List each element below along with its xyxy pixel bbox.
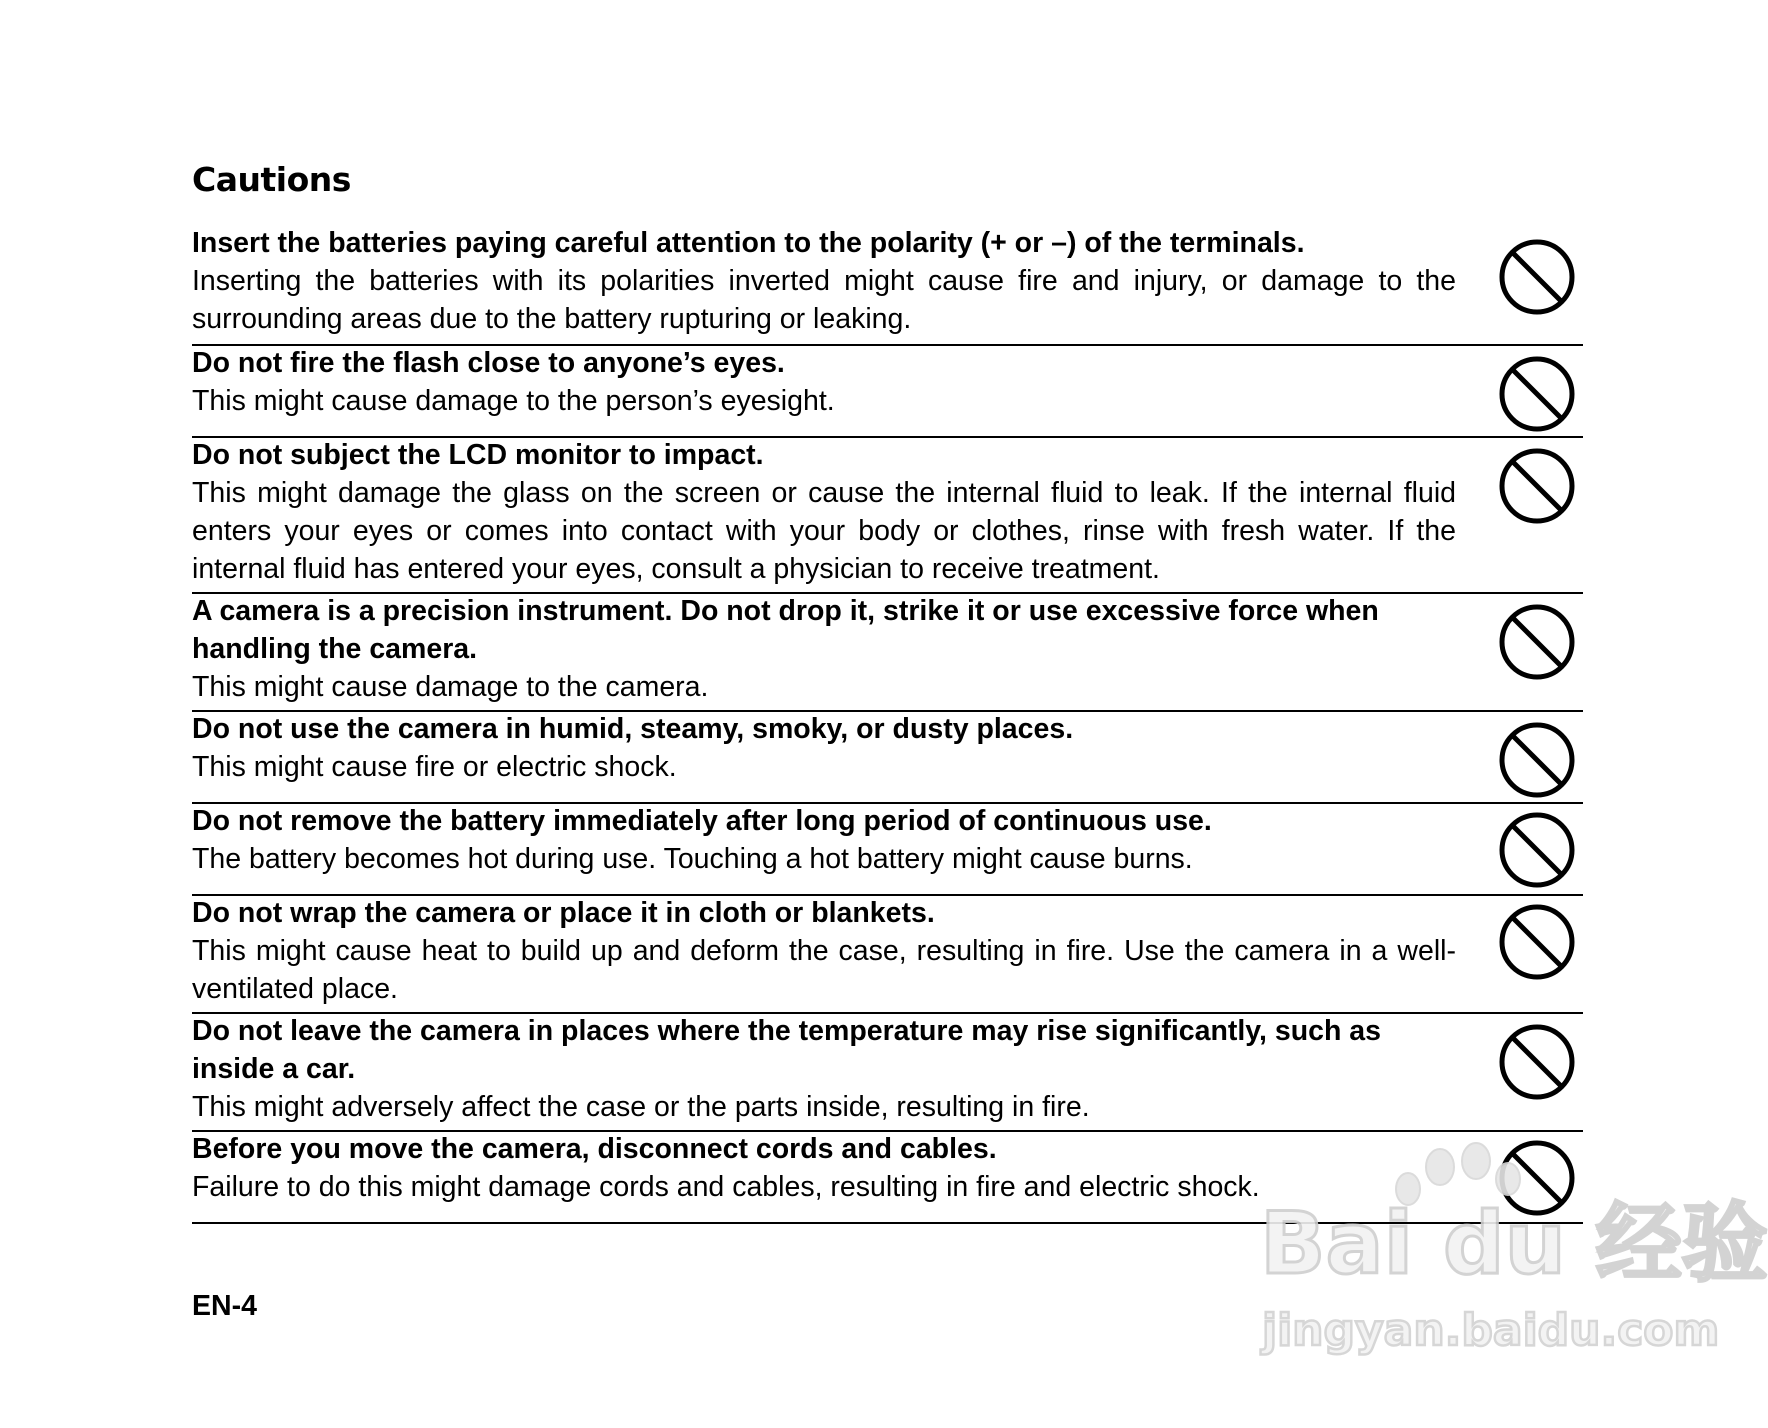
caution-body: This might damage the glass on the screen or cause the internal fluid to leak. If the internal fluid enters your eyes or comes into contact with your body or clothes, rinse with fresh water. If the internal fluid has entered your eyes, consult a physician to receive treatment. <box>192 477 1456 585</box>
caution-text <box>192 710 1456 786</box>
page-title: Cautions <box>192 160 351 199</box>
caution-text <box>192 1012 1456 1126</box>
prohibition-icon <box>1499 812 1575 888</box>
prohibition-icon <box>1499 904 1575 980</box>
caution-body: Inserting the batteries with its polarities inverted might cause fire and injury, or damage to the surrounding areas due to the battery rupturing or leaking. <box>192 265 1456 335</box>
caution-body: This might cause fire or electric shock. <box>192 751 677 783</box>
caution-heading: Do not wrap the camera or place it in cloth or blankets. <box>192 897 935 929</box>
caution-item <box>192 436 1583 594</box>
caution-item <box>192 802 1583 896</box>
caution-heading: Do not subject the LCD monitor to impact. <box>192 439 764 471</box>
caution-item <box>192 344 1583 438</box>
watermark-url: jingyan.baidu.com <box>1262 1305 1720 1356</box>
caution-item <box>192 1012 1583 1132</box>
caution-heading: Do not leave the camera in places where the temperature may rise significantly, such as inside a car. <box>192 1015 1382 1085</box>
caution-body: This might cause damage to the camera. <box>192 671 709 703</box>
caution-text <box>192 592 1456 706</box>
watermark-brand: Bai du 经验 <box>1260 1194 1768 1294</box>
caution-text <box>192 344 1456 420</box>
caution-text <box>192 894 1456 1008</box>
caution-heading: Do not fire the flash close to anyone’s eyes. <box>192 347 785 379</box>
caution-item <box>192 224 1583 346</box>
prohibition-icon <box>1499 448 1575 524</box>
caution-body: Failure to do this might damage cords and cables, resulting in fire and electric shock. <box>192 1171 1260 1203</box>
caution-item <box>192 710 1583 804</box>
caution-heading: A camera is a precision instrument. Do not drop it, strike it or use excessive force when handling the camera. <box>192 595 1379 665</box>
caution-item <box>192 592 1583 712</box>
prohibition-icon <box>1499 356 1575 432</box>
caution-body: This might cause heat to build up and deform the case, resulting in fire. Use the camera in a well-ventilated place. <box>192 935 1456 1005</box>
page-number: EN-4 <box>192 1290 257 1322</box>
caution-body: This might cause damage to the person’s eyesight. <box>192 385 835 417</box>
caution-heading: Before you move the camera, disconnect cords and cables. <box>192 1133 997 1165</box>
prohibition-icon <box>1499 239 1575 315</box>
caution-body: This might adversely affect the case or the parts inside, resulting in fire. <box>192 1091 1090 1123</box>
prohibition-icon <box>1499 604 1575 680</box>
prohibition-icon <box>1499 1024 1575 1100</box>
caution-text <box>192 436 1456 588</box>
caution-heading: Do not use the camera in humid, steamy, smoky, or dusty places. <box>192 713 1074 745</box>
caution-heading: Do not remove the battery immediately after long period of continuous use. <box>192 805 1212 837</box>
caution-item <box>192 894 1583 1014</box>
prohibition-icon <box>1499 722 1575 798</box>
caution-text <box>192 802 1456 878</box>
caution-body: The battery becomes hot during use. Touching a hot battery might cause burns. <box>192 843 1193 875</box>
caution-text <box>192 224 1456 338</box>
baidu-jingyan-watermark <box>1258 1145 1768 1365</box>
caution-heading: Insert the batteries paying careful attention to the polarity (+ or –) of the terminals. <box>192 227 1305 259</box>
